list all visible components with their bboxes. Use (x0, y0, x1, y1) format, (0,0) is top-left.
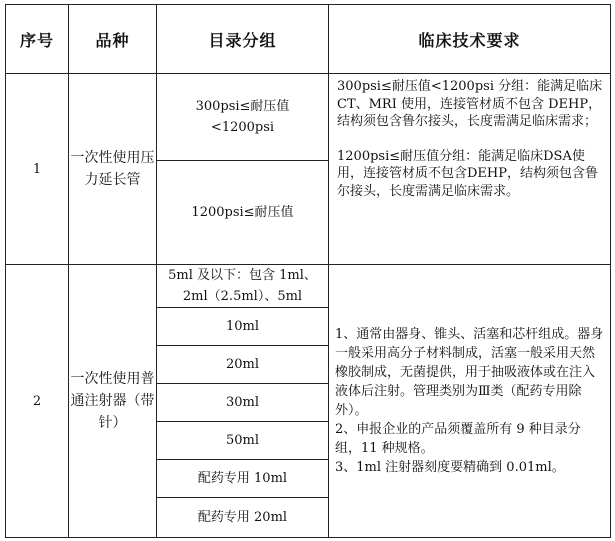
requirement-paragraph: 3、1ml 注射器刻度要精确到 0.01ml。 (335, 460, 565, 475)
group-cell: 20ml (157, 346, 329, 384)
requirement-cell (329, 265, 611, 538)
group-cell: 配药专用 10ml (157, 460, 329, 498)
row-seq: 2 (6, 265, 69, 538)
table-row (6, 74, 611, 161)
group-cell: 配药专用 20ml (157, 498, 329, 538)
row-product: 一次性使用普通注射器（带针） (69, 265, 157, 538)
group-cell: 30ml (157, 384, 329, 422)
header-row (6, 5, 611, 74)
requirement-paragraph: 1200psi≤耐压值分组：能满足临床DSA使用，连接管材质不包含DEHP，结构须包含鲁尔接头，长度需满足临床需求。 (337, 148, 598, 199)
row-product: 一次性使用压力延长管 (69, 74, 157, 265)
group-cell: 50ml (157, 422, 329, 460)
requirement-paragraph: 2、申报企业的产品须覆盖所有 9 种目录分组，11 种规格。 (335, 422, 581, 456)
header-requirement: 临床技术要求 (329, 5, 611, 74)
table-row (6, 265, 611, 308)
header-seq: 序号 (6, 5, 69, 74)
requirement-paragraph: 1、通常由器身、锥头、活塞和芯杆组成。器身一般采用高分子材料制成，活塞一般采用天然橡胶制成，无菌提供，用于抽吸液体或在注入液体后注射。管理类别为Ⅲ类（配药专用除外）。 (335, 327, 604, 418)
row-seq: 1 (6, 74, 69, 265)
requirement-cell (329, 74, 611, 265)
spec-table (5, 4, 611, 538)
header-product: 品种 (69, 5, 157, 74)
group-cell: 300psi≤耐压值<1200psi (157, 74, 329, 161)
requirement-paragraph: 300psi≤耐压值<1200psi 分组：能满足临床 CT、MRI 使用，连接管材质不包含 DEHP，结构须包含鲁尔接头，长度需满足临床需求； (337, 79, 603, 129)
group-cell: 5ml 及以下：包含 1ml、2ml（2.5ml）、5ml (157, 265, 329, 308)
group-cell: 10ml (157, 308, 329, 346)
group-cell: 1200psi≤耐压值 (157, 161, 329, 265)
header-group: 目录分组 (157, 5, 329, 74)
